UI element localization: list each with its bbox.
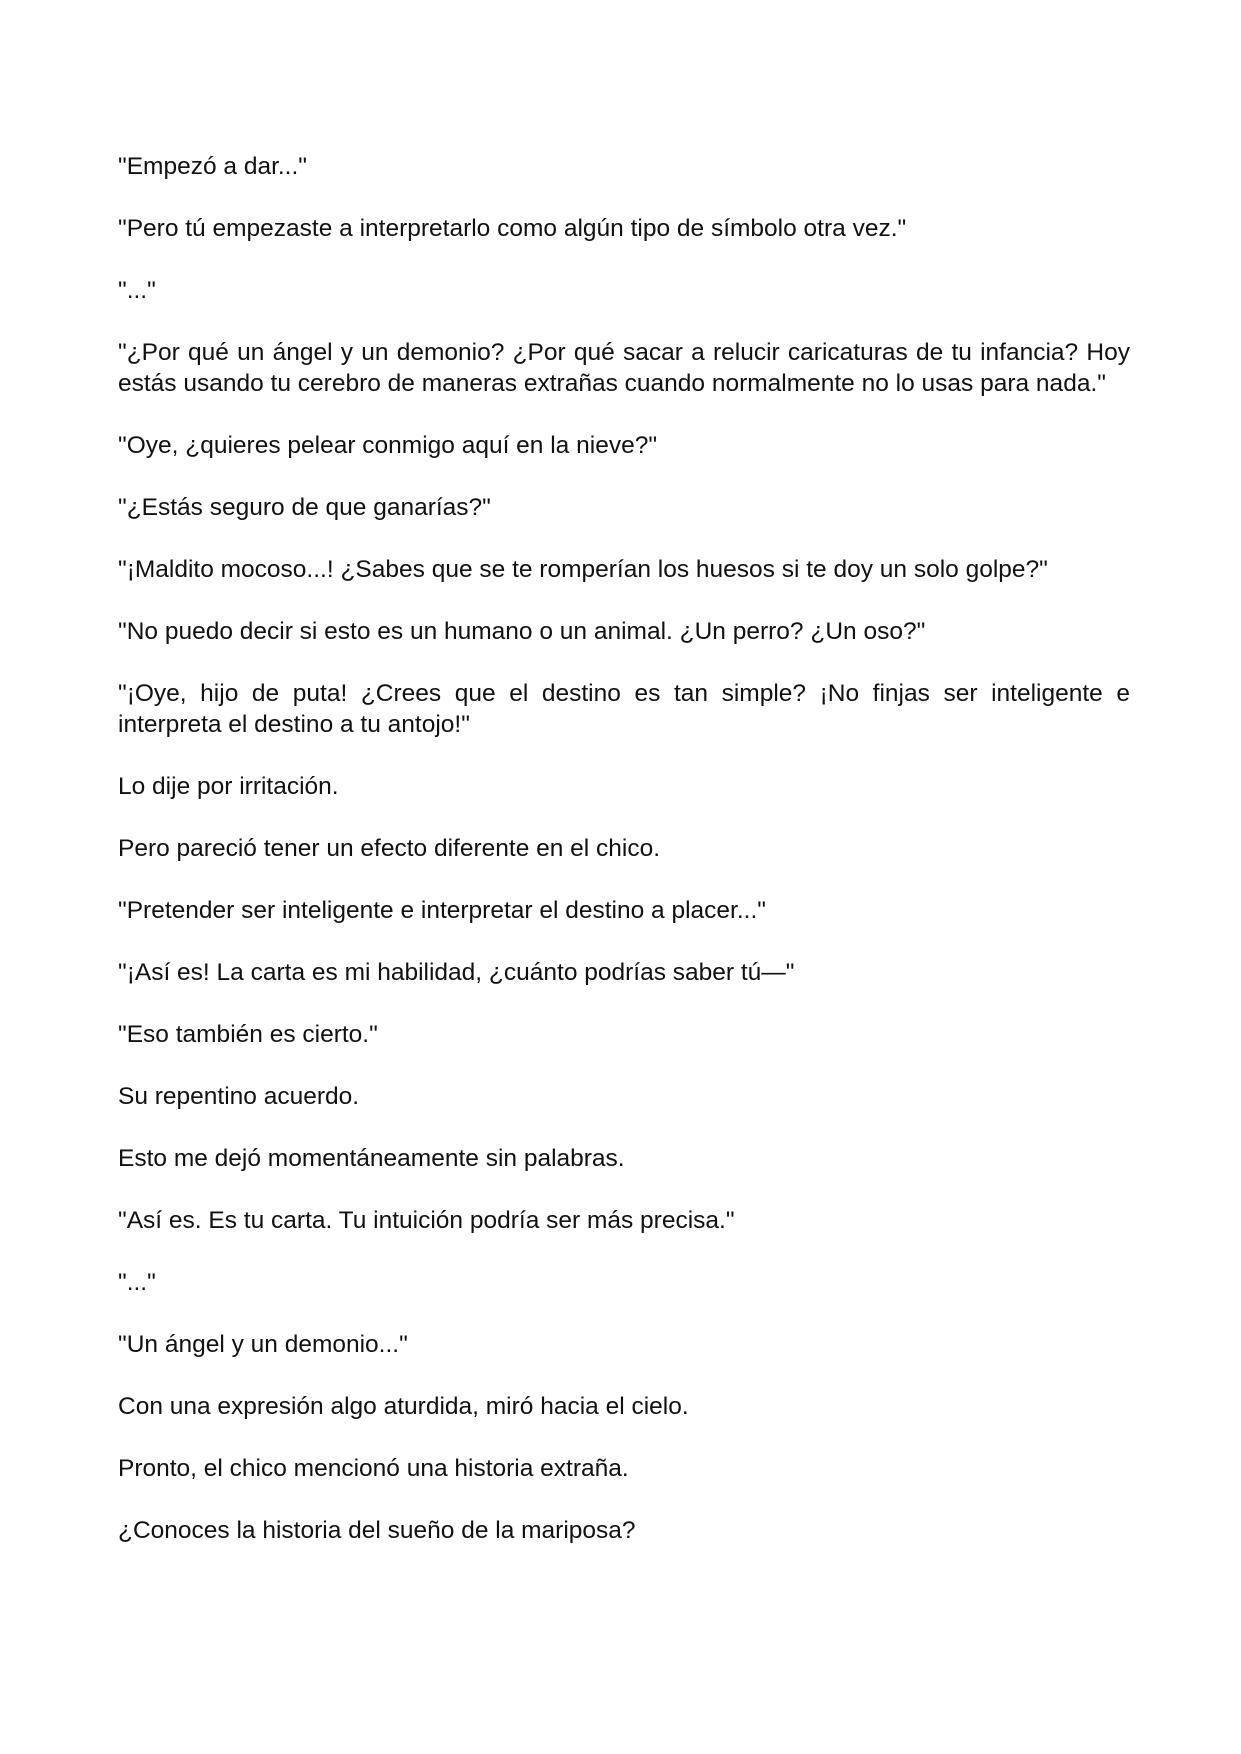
paragraph: Con una expresión algo aturdida, miró hacia el cielo. bbox=[118, 1393, 689, 1420]
paragraph: "Oye, ¿quieres pelear conmigo aquí en la nieve?" bbox=[118, 432, 658, 459]
paragraph: "Pero tú empezaste a interpretarlo como algún tipo de símbolo otra vez." bbox=[118, 215, 907, 242]
paragraph: Lo dije por irritación. bbox=[118, 773, 339, 800]
paragraph: Esto me dejó momentáneamente sin palabras. bbox=[118, 1145, 625, 1172]
paragraph: Pronto, el chico mencionó una historia extraña. bbox=[118, 1455, 629, 1482]
paragraph: "Empezó a dar..." bbox=[118, 153, 307, 180]
paragraph: "..." bbox=[118, 1269, 156, 1296]
paragraph: ¿Conoces la historia del sueño de la mariposa? bbox=[118, 1517, 636, 1544]
paragraph: "No puedo decir si esto es un humano o un animal. ¿Un perro? ¿Un oso?" bbox=[118, 618, 926, 645]
paragraph: "Así es. Es tu carta. Tu intuición podría ser más precisa." bbox=[118, 1207, 735, 1234]
paragraph: "Eso también es cierto." bbox=[118, 1021, 378, 1048]
paragraph: "¿Estás seguro de que ganarías?" bbox=[118, 494, 491, 521]
paragraph: "¡Oye, hijo de puta! ¿Crees que el destino es tan simple? ¡No finjas ser inteligente e interpreta el destino a tu antojo!" bbox=[118, 680, 1130, 738]
paragraph: "Pretender ser inteligente e interpretar el destino a placer..." bbox=[118, 897, 766, 924]
paragraph: "¿Por qué un ángel y un demonio? ¿Por qué sacar a relucir caricaturas de tu infancia? Hoy estás usando tu cerebro de maneras extrañas cuando normalmente no lo usas para nada." bbox=[118, 339, 1130, 397]
paragraph: "..." bbox=[118, 277, 156, 304]
paragraph: "Un ángel y un demonio..." bbox=[118, 1331, 408, 1358]
paragraph: Su repentino acuerdo. bbox=[118, 1083, 360, 1110]
paragraph: "¡Así es! La carta es mi habilidad, ¿cuánto podrías saber tú—" bbox=[118, 959, 795, 986]
paragraph: Pero pareció tener un efecto diferente en el chico. bbox=[118, 835, 661, 862]
document-body bbox=[118, 151, 1130, 1577]
paragraph: "¡Maldito mocoso...! ¿Sabes que se te romperían los huesos si te doy un solo golpe?" bbox=[118, 556, 1048, 583]
